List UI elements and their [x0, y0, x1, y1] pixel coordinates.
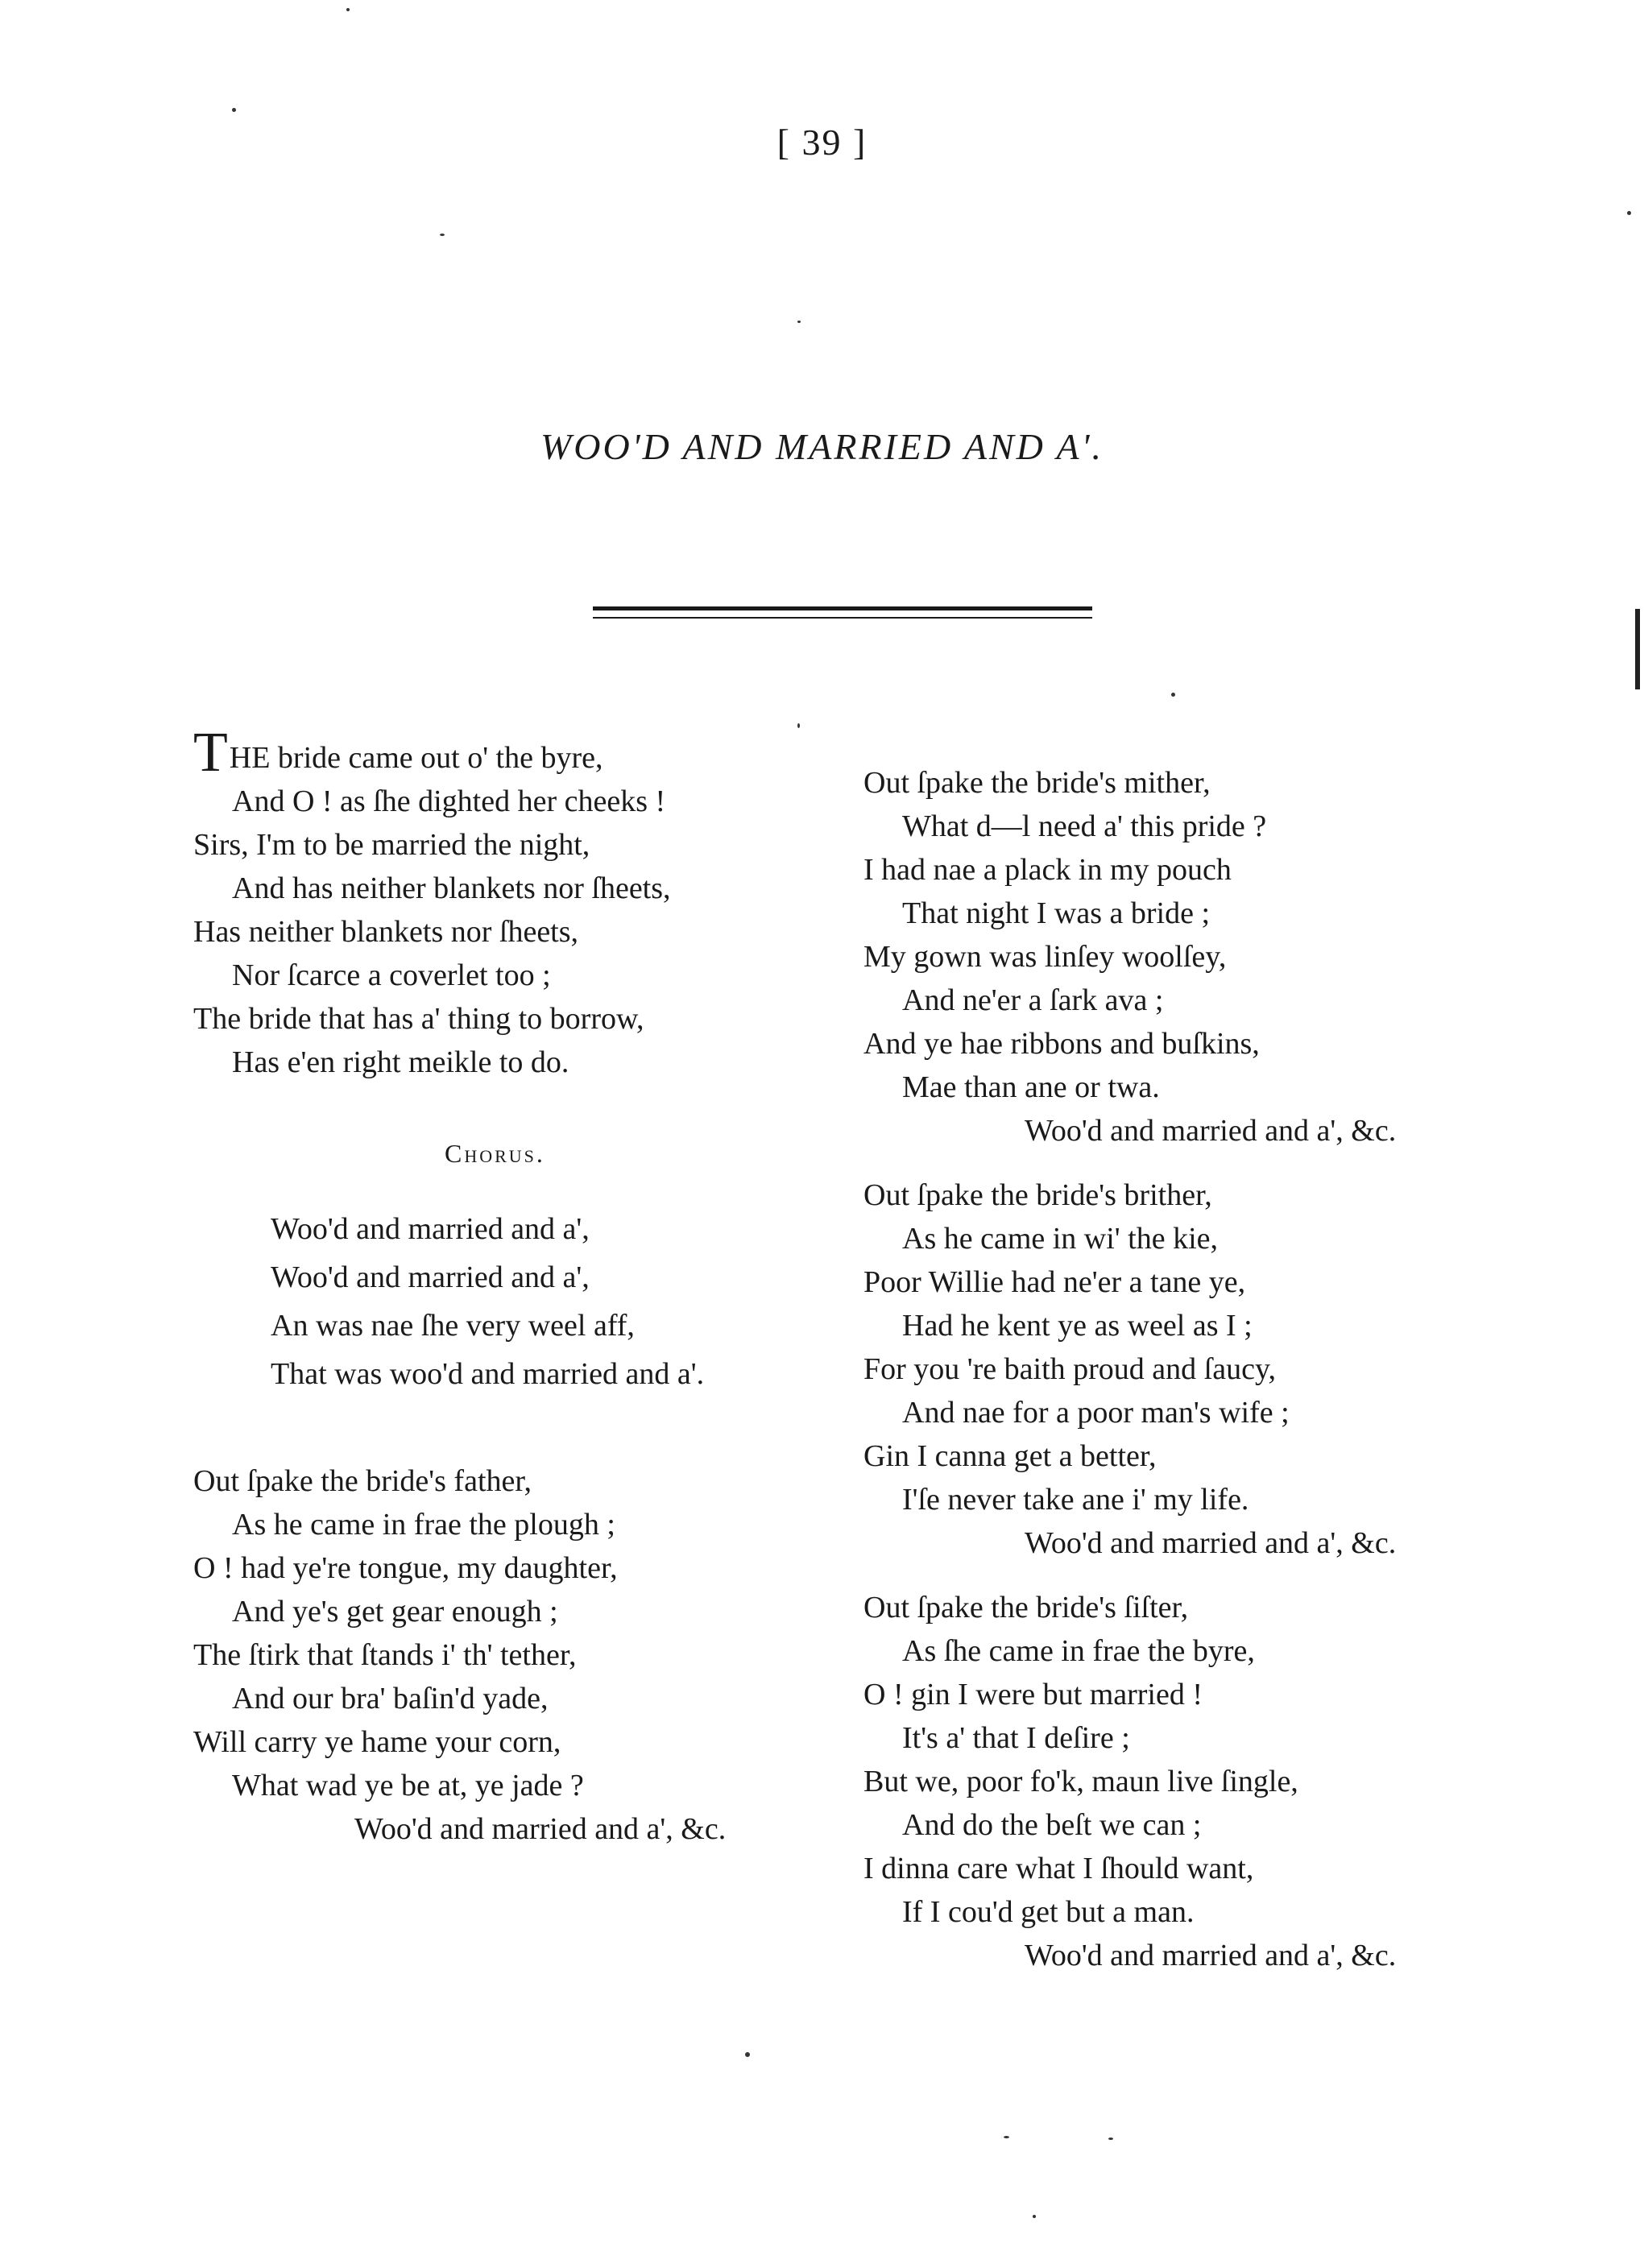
verse-line: And nae for a poor man's wife ;	[902, 1396, 1290, 1430]
stanza-5	[863, 1586, 1524, 1977]
refrain-line: Woo'd and married and a', &c.	[1025, 1526, 1397, 1560]
scan-speck	[440, 234, 445, 236]
verse-line: Mae than ane or twa.	[902, 1070, 1160, 1104]
verse-line: What wad ye be at, ye jade ?	[232, 1769, 584, 1802]
verse-line: And our bra' baſin'd yade,	[232, 1682, 549, 1715]
title-rule-thin	[593, 617, 1092, 619]
verse-line: And O ! as ſhe dighted her cheeks !	[232, 784, 666, 818]
title-rule-thick	[593, 606, 1092, 610]
left-column	[193, 722, 854, 1851]
verse-line: That night I was a bride ;	[902, 896, 1211, 930]
stanza-3	[863, 761, 1524, 1153]
scan-speck	[797, 723, 800, 728]
stanza-1	[193, 722, 854, 1084]
verse-line: I had nae a plack in my pouch	[863, 853, 1232, 887]
stanza-4	[863, 1173, 1524, 1565]
scan-speck	[346, 8, 350, 11]
verse-line: What d—l need a' this pride ?	[902, 809, 1267, 843]
verse-line: And ye's get gear enough ;	[232, 1595, 558, 1629]
verse-line: Had he kent ye as weel as I ;	[902, 1309, 1253, 1343]
verse-line: As he came in frae the plough ;	[232, 1508, 615, 1542]
verse-line: Will carry ye hame your corn,	[193, 1725, 561, 1759]
chorus-heading: Chorus.	[445, 1139, 545, 1168]
verse-line: Gin I canna get a better,	[863, 1439, 1157, 1473]
first-line-text: HE bride came out o' the byre,	[229, 741, 603, 775]
verse-line: Nor ſcarce a coverlet too ;	[232, 958, 551, 992]
verse-line: Poor Willie had ne'er a tane ye,	[863, 1265, 1246, 1299]
verse-line: And has neither blankets nor ſheets,	[232, 871, 671, 905]
verse-line: My gown was linſey woolſey,	[863, 940, 1227, 974]
verse-line: The bride that has a' thing to borrow,	[193, 1002, 644, 1036]
verse-line: And ne'er a ſark ava ;	[902, 983, 1164, 1017]
verse-line: Out ſpake the bride's mither,	[863, 766, 1211, 800]
verse-line: Has neither blankets nor ſheets,	[193, 915, 579, 949]
verse-line: Out ſpake the bride's father,	[193, 1464, 532, 1498]
verse-line: The ſtirk that ſtands i' th' tether,	[193, 1638, 577, 1672]
chorus-line: That was woo'd and married and a'.	[271, 1357, 705, 1391]
scan-speck	[797, 321, 801, 323]
page-edge-mark	[1635, 609, 1640, 689]
scan-speck	[745, 2052, 750, 2057]
verse-line: As he came in wi' the kie,	[902, 1222, 1219, 1256]
verse-line: Out ſpake the bride's ſiſter,	[863, 1591, 1189, 1624]
verse-line: Has e'en right meikle to do.	[232, 1045, 569, 1079]
chorus	[193, 1205, 854, 1398]
verse-line: If I cou'd get but a man.	[902, 1895, 1195, 1929]
verse-line: I dinna care what I ſhould want,	[863, 1852, 1254, 1885]
verse-line: O ! gin I were but married !	[863, 1678, 1203, 1711]
verse-line: And ye hae ribbons and buſkins,	[863, 1027, 1260, 1061]
scan-speck	[1004, 2136, 1009, 2138]
stanza-1-line-1	[193, 722, 854, 784]
scan-speck	[1108, 2138, 1113, 2140]
chorus-line: An was nae ſhe very weel aff,	[271, 1309, 635, 1343]
verse-line: For you 're baith proud and ſaucy,	[863, 1352, 1276, 1386]
refrain-line: Woo'd and married and a', &c.	[1025, 1114, 1397, 1148]
refrain-line: Woo'd and married and a', &c.	[354, 1812, 727, 1846]
page-number: [ 39 ]	[776, 122, 868, 163]
scan-speck	[1171, 693, 1175, 697]
stanza-2	[193, 1459, 854, 1851]
verse-line: But we, poor fo'k, maun live ſingle,	[863, 1765, 1298, 1798]
scan-speck	[1033, 2215, 1036, 2218]
verse-line: It's a' that I deſire ;	[902, 1721, 1130, 1755]
chorus-line: Woo'd and married and a',	[271, 1260, 590, 1294]
right-column	[863, 761, 1524, 1977]
verse-line: Out ſpake the bride's brither,	[863, 1178, 1212, 1212]
chorus-line: Woo'd and married and a',	[271, 1212, 590, 1246]
verse-line: I'ſe never take ane i' my life.	[902, 1483, 1249, 1517]
poem-title: WOO'D AND MARRIED AND A'.	[540, 426, 1104, 467]
verse-line: O ! had ye're tongue, my daughter,	[193, 1551, 618, 1585]
verse-line: As ſhe came in frae the byre,	[902, 1634, 1255, 1668]
verse-line: And do the beſt we can ;	[902, 1808, 1202, 1842]
scan-speck	[1627, 211, 1631, 215]
drop-cap: T	[193, 722, 228, 784]
verse-line: Sirs, I'm to be married the night,	[193, 828, 590, 862]
refrain-line: Woo'd and married and a', &c.	[1025, 1939, 1397, 1972]
scan-speck	[232, 108, 236, 112]
